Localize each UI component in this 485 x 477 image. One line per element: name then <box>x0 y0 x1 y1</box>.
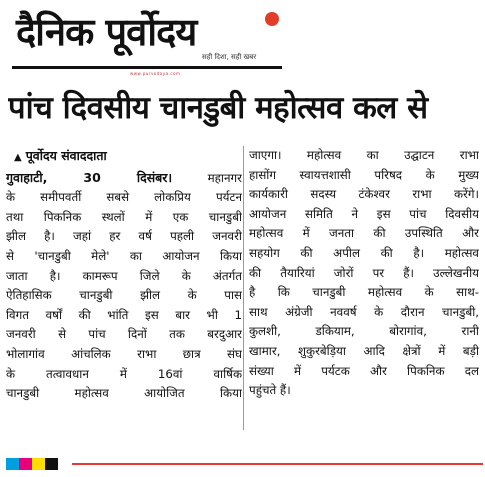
masthead-tagline: सही दिशा, सही खबर <box>202 53 257 61</box>
text-line: संख्या में पर्यटक और पिकनिक दल <box>249 363 479 378</box>
masthead-title: दैनिक पूर्वोदय <box>16 9 197 54</box>
text-line: हासोंग स्वायत्तशासी परिषद के मुख्य <box>249 167 479 182</box>
masthead <box>12 6 282 76</box>
article-headline: पांच दिवसीय चानडुबी महोत्सव कल से <box>8 90 428 126</box>
text-line: विगत वर्षों की भांति इस बार भी 1 <box>6 307 242 322</box>
text-line: से 'चानडुबी मेले' का आयोजन किया <box>6 248 242 263</box>
masthead-rule <box>12 66 282 69</box>
yellow-swatch <box>32 458 45 470</box>
text-line: महानगर <box>172 170 242 185</box>
text-line: के समीपवर्ती सबसे लोकप्रिय पर्यटन <box>6 190 242 205</box>
text-line: आयोजन समिति ने इस पांच दिवसीय <box>249 206 479 221</box>
text-line: जाता है। कामरूप जिले के अंतर्गत <box>6 268 242 283</box>
black-swatch <box>45 458 58 470</box>
color-registration-bar <box>6 458 58 470</box>
text-line: सहयोग की अपील की है। महोत्सव <box>249 245 479 260</box>
text-line: तथा पिकनिक स्थलों में एक चानडुबी <box>6 209 242 224</box>
text-line: चानडुबी महोत्सव आयोजित किया <box>6 386 242 401</box>
text-line: ऐतिहासिक चानडुबी झील के पास <box>6 288 242 303</box>
masthead-subline: www.purvodaya.com <box>130 71 181 76</box>
text-line: कुलशी, डकियाम, बोरागांव, रानी <box>249 324 479 339</box>
text-line: पहुंचते हैं। <box>249 383 291 398</box>
byline-text: पूर्वोदय संवाददाता <box>25 148 107 163</box>
triangle-icon: ▲ <box>14 152 22 163</box>
dateline: गुवाहाटी, 30 दिसंबर। <box>6 169 173 185</box>
text-line: जाएगा। महोत्सव का उद्घाटन राभा <box>249 148 479 162</box>
text-line: भोलागांव आंचलिक राभा छात्र संघ <box>6 346 242 361</box>
text-line: की तैयारियां जोरों पर हैं। उल्लेखनीय <box>249 265 479 280</box>
first-line <box>6 168 242 189</box>
cyan-swatch <box>6 458 19 470</box>
text-line: महोत्सव में जनता की उपस्थिति और <box>249 226 479 241</box>
text-line: जनवरी से पांच दिनों तक बरदुआर <box>6 327 242 342</box>
text-line: खामार, शुकुरबेड़िया आदि क्षेत्रों में बड़ी <box>249 343 479 358</box>
footer-rule <box>72 463 483 465</box>
magenta-swatch <box>19 458 32 470</box>
text-line: कार्यकारी सदस्य टंकेश्वर राभा करेंगे। <box>249 187 479 202</box>
article-column-right <box>249 146 479 401</box>
text-line: के तत्वावधान में 16वां वार्षिक <box>6 366 242 381</box>
text-line: है कि चानडुबी महोत्सव के साथ- <box>249 285 479 300</box>
byline <box>6 146 242 168</box>
column-divider <box>243 146 244 430</box>
article-column-left <box>6 146 242 404</box>
text-line: साथ अंग्रेजी नववर्ष के दौरान चानडुबी, <box>249 304 479 319</box>
text-line: झील है। जहां हर वर्ष पहली जनवरी <box>6 229 242 244</box>
masthead-dot-icon <box>265 12 279 26</box>
